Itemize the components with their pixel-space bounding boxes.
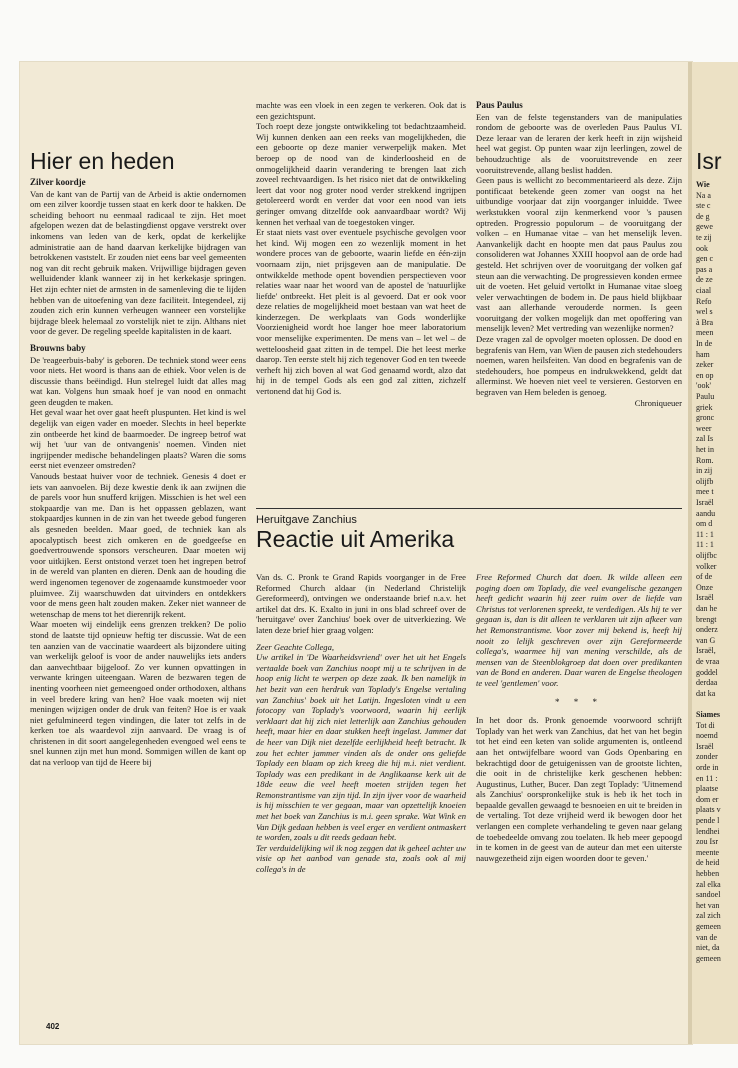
divider-rule	[256, 508, 682, 509]
adjacent-page-line: 11 : 1	[696, 529, 714, 539]
adjacent-page-line: Refo	[696, 296, 712, 306]
column-2	[256, 100, 466, 397]
letter-body-1: Uw artikel in 'De Waarheidsvriend' over het uit het Engels vertaalde boek van Zanchius noopt mij u te schrijven in de hoop enig licht te werpen op deze zaak. Ik ben namelijk in het bezit van een herdruk van Toplady's Engelse vertaling van Zanchius' boek uit het Latijn. Ingesloten vindt u een fotocopy van Toplady's voorwoord, waarin hij eerlijk verklaart dat hij zich niet letterlijk aan Zanchius gehouden heeft, maar hier en daar stukken heeft ingelast. Jammer dat de heer van Dijk niet dezelfde eerlijkheid heeft betracht. Ik zou het echter jammer vinden als de onder ons geliefde Toplady een blaam op zich kreeg die hij m.i. niet verdient. Toplady was een predikant in de Anglikaanse kerk uit de 18de eeuw die veel heeft moeten strijden tegen het Remonstrantisme van zijn tijd. In zijn ijver voor de waarheid is hij misschien te ver gegaan, maar van opzettelijk knoeien met het boek van Zanchius is m.i. geen sprake. Wat Wink en Van Dijk gedaan hebben is veel erger en verdient ontmaskert te worden, zoals u dit reeds gedaan hebt.	[256, 652, 466, 843]
adjacent-page-line: om d	[696, 519, 713, 529]
adjacent-page-line: mee t	[696, 487, 714, 497]
adjacent-page-line: gewe	[696, 222, 713, 232]
adjacent-page-line: Wie	[696, 180, 710, 189]
column-1	[30, 148, 246, 768]
page-fold	[688, 62, 692, 1044]
reactie-closing: In het door ds. Pronk genoemde voorwoord schrijft Toplady van het werk van Zanchius, dat het van het begin tot het eind een keten van solide argumenten is, ontleend aan het ontwijfelbare woord van Gods Openbaring en bekrachtigd door de getuigenissen van de grootste lichten, die ooit in de christelijke kerk geschenen hebben: Augustinus, Luther, Bucer. Dan zegt Toplady: 'Uitnemend als Zanchius' oorspronkelijke stuk is heb ik het toch in bepaalde gevallen gewaagd te besnoeien en uit te breiden in de vertaling. Tot deze vrijheid werd ik bewogen door het verlangen een complete verhandeling te geven naar gelang de toebedeelde omvang zou toelaten. Ik heb meer gepoogd in te komen in de geest van de auteur dan met een uiterste nauwgezetheid zijn eigen woorden door te geven.'	[476, 715, 682, 863]
adjacent-page-line: 11 : 1	[696, 540, 714, 550]
adjacent-page-line: ciaal	[696, 286, 712, 295]
adjacent-page-line: Onze	[696, 582, 713, 592]
adjacent-page-line: en 11 :	[696, 773, 718, 783]
adjacent-page-line: gen c	[696, 254, 714, 264]
adjacent-page-line: pende l	[696, 816, 720, 825]
adjacent-page-line: zal elka	[696, 879, 721, 889]
letter-body-3: Free Reformed Church dat doen. Ik wilde alleen een poging doen om Toplady, die veel evangelische gezangen heeft gedicht waarin hij zeer ruim over de liefde van Christus tot verlorenen spreekt, te verdedigen. Als hij te ver gegaan is, dan is dit alleen te verklaren uit zijn afkeer van het Remonstrantisme. Voor zover mij bekend is, heeft hij nooit zo lelijk geschreven over zijn Gereformeerde collega's, waarmee hij van mening verschilde, als de mensen van de Steenblokgroep dat doen over predikanten van de Bond en anderen. Daar waren de Engelse theologen te veel 'gentlemen' voor.	[476, 572, 682, 688]
adjacent-page-line: van de	[696, 932, 718, 942]
adjacent-page-line: goddel	[696, 667, 718, 677]
paragraph-brouwns-3: Vanouds bestaat huiver voor de techniek. Genesis 4 doet er iets van aanvoelen. Bij deze kwestie denk ik aan zwijnen die de parels voor hun snufferd krijgen. Misschien is het wel een stokpaardje van me. Dan is het oppassen geblazen, want stokpaardjes kunnen in de zin van het tweede gebod fungeren als gesneden beelden. Maar goed, de techniek kan als apocalyptisch beest zich omkeren en de goedgeefse en goedvertrouwende sponsors verscheuren. Daar moeten wij voor uitkijken. Eerst ontstond verzet toen het ingrepen betrof in de wereld van planten en dieren. Denk aan de houding die werd ingenomen tegenover de zogenaamde kunstmoeder voor pluimvee. Zij waarschuwden dat uitvinders en ontdekkers voor de mens geen halt zouden maken. Zeker niet wanneer de wetenschap de mens tot het dierenrijk rekent.	[30, 471, 246, 619]
adjacent-page-line: gemeen	[696, 922, 721, 931]
adjacent-page-line: de heid	[696, 858, 720, 868]
paragraph-paus-2: Geen paus is wellicht zo becommentarieerd als deze. Zijn pontificaat betekende geen zomer van oogst na het uitbundige voorjaar dat zijn voorganger inluidde. Twee werkstukken vooral zijn kenmerkend voor 's pausen optreden. Progressio populorum – de vooruitgang der volken – en Humanae vitae – van het menselijk leven. Aanvankelijk dacht en hoopte men dat paus Paulus zou consolideren wat Johannes XXIII hoopvol aan de orde had gesteld. Het schrijven over de vooruitgang der volken gaf steun aan die verwachting. De progressieven konden ermee uit de voeten. Het geluid vertolkt in Humanae vitae sloeg veler verwachtingen de bodem in. De paus hield blijkbaar vast aan allerhande verouderde normen. Is geen vooruitgang der volken mogelijk dan met opoffering van menselijk leven? Met vertreding van wezenlijke normen?	[476, 175, 682, 334]
adjacent-page-line: volker	[696, 561, 717, 571]
paragraph-paus-3: Deze vragen zal de opvolger moeten oplossen. De dood en begrafenis van Hem, van Wien de pausen zich stedehouders noemen, waren heilsfeiten. Van dood en begrafenis van de stedehouders, hoe pompeus en indrukwekkend, geldt dat allerminst. We hoeven niet veel te versieren. Gestorven en begraven van Hem beleden is genoeg.	[476, 334, 682, 398]
adjacent-page-line: olijfbc	[696, 551, 717, 560]
adjacent-page-line: in zij	[696, 466, 713, 476]
adjacent-page-line: ook	[696, 243, 708, 253]
reactie-header	[256, 514, 682, 552]
adjacent-page-line: Israël	[696, 498, 714, 507]
adjacent-page-line: derdaa	[696, 678, 718, 688]
article-title: Reactie uit Amerika	[256, 526, 455, 552]
adjacent-page-line: zou Isr	[696, 837, 718, 847]
adjacent-page-line: Paulu	[696, 392, 715, 401]
letter-body-2: Ter verduidelijking wil ik nog zeggen dat ik geheel achter uw visie op het aanbod van genade sta, zoals ook al mij collega's in de	[256, 842, 466, 875]
adjacent-page-line: zeker	[696, 360, 714, 370]
heading-zilver-koordje: Zilver koordje	[30, 177, 86, 187]
adjacent-page-title: Isr	[696, 148, 722, 174]
adjacent-page-line: zonder	[696, 752, 718, 762]
magazine-page	[20, 62, 692, 1044]
page-number: 402	[46, 1022, 60, 1031]
adjacent-page-line: griek	[696, 402, 713, 412]
adjacent-page-line: de ze	[696, 275, 713, 285]
adjacent-page-line: Israël	[696, 593, 714, 603]
article-kicker: Heruitgave Zanchius	[256, 514, 357, 526]
adjacent-page-line: Israël,	[696, 646, 716, 656]
paragraph-brouwns-1: De 'reageerbuis-baby' is geboren. De techniek stond weer eens voor niets. Het woord is thans aan de ethiek. Voor velen is de discussie thans beëindigd. Hun stelregel luidt dat alles mag wat kan. Volgens hun smaak hoef je van nood en onmacht geen deugden te maken.	[30, 354, 246, 407]
adjacent-page-line: meente	[696, 847, 720, 857]
adjacent-page-line: ste c	[696, 201, 711, 211]
adjacent-page-line: In de	[696, 339, 713, 348]
adjacent-page-line: plaats v	[696, 805, 721, 815]
paragraph-col2-1: machte was een vloek in een zegen te verkeren. Ook dat is een gezichtspunt.	[256, 100, 466, 121]
adjacent-page-line: dat ka	[696, 688, 716, 698]
adjacent-page-line: te zij	[696, 233, 712, 242]
adjacent-page-line: Siames	[696, 710, 720, 719]
adjacent-page-line: sandoel	[696, 890, 721, 900]
adjacent-page-line: Israël	[696, 741, 714, 751]
adjacent-page-line: dan he	[696, 604, 718, 613]
adjacent-page-line: plaatse	[696, 784, 719, 794]
adjacent-page-line: onderz	[696, 625, 718, 635]
paragraph-zilver-koordje: Van de kant van de Partij van de Arbeid is aktie ondernomen om een zilver koordje tussen staat en kerk door te hakken. De scheiding behoort nu eenmaal radicaal te zijn. Het moet afgelopen wezen dat de belastingdienst opgave verstrekt over inkomens van leden van de kerk, opdat de kerkelijke administratie aan de hand daarvan kerkelijke bijdragen van betrokkenen vaststelt. Er zouden niet eens bar veel gemeenten nog van dit recht gebruik maken. Vrijwillige bijdragen geven welluidender klank wanneer zij in het kerkekasje springen. Het zijn echter niet de armsten in de samenleving die te lijden hebben van de uitoefening van deze faciliteit. Integendeel, zij zouden zich erin kunnen verheugen wanneer een vorstelijke bijdrage bleek helemaal zo vorstelijk niet te zijn. Althans niet voor de gever. De regeling speelde kapitalisten in de kaart.	[30, 188, 246, 337]
adjacent-page-line: à Bra	[696, 317, 714, 327]
adjacent-page-line: zal Is	[696, 434, 714, 444]
adjacent-page-line: pas a	[696, 264, 713, 274]
paragraph-paus-1: Een van de felste tegenstanders van de manipulaties rondom de geboorte was de overleden Paus Paulus VI. Deze leraar van de leraren der kerk heeft in zijn wijsheid heel wat gegist. Op punten waar zijn leerlingen, zowel de behoudzuchtige als de vooruitstrevende en zeer vooruitstrevende, allang beslist hadden.	[476, 111, 682, 175]
adjacent-page-line: gemeen	[696, 953, 721, 963]
signature: Chroniqueuer	[634, 397, 682, 408]
paragraph-col2-3: Er staat niets vast over eventuele psychische gevolgen voor het kind. Wij mogen een zo wezenlijk moment in het wondere proces van de geboorte, waarin liefde en één-zijn voornaam zijn, niet prijsgeven aan de manipulatie. De ontwikkelde methode opent bovendien perspectieven voor relaties waar naar het woord van de apostel de 'natuurlijke liefde' ontbreekt. Het pleit is al gevoerd. Dat er ook voor deze relaties de mogelijkheid moet bestaan van wat heet de kinderzegen. De werkplaats van Gods wonderlijke Voorzienigheid wordt hoe langer hoe meer laboratorium voor menselijke experimenten. De mens van – let wel – de wetteloosheid gaat zitten in de tempel. Die het leest merke daarop. Ten eerste stelt hij zich tegenover God en ten tweede verheft hij zich boven al wat God genaamd wordt, alzo dat hij in de tempel Gods als een god zal zitten, zichzelf vertonend dat hij God is.	[256, 227, 466, 397]
adjacent-page-line: zal zich	[696, 911, 721, 921]
adjacent-page-line: orde in	[696, 763, 719, 772]
adjacent-page-line: van G	[696, 635, 716, 645]
adjacent-page-line: dom er	[696, 794, 719, 804]
adjacent-page-line: 'ook'	[696, 381, 711, 391]
column-3	[476, 100, 682, 408]
adjacent-page-line: het van	[696, 900, 720, 910]
adjacent-page-line: gronc	[696, 413, 715, 423]
adjacent-page-line: of de	[696, 572, 713, 582]
adjacent-page-line: lendhei	[696, 826, 720, 836]
adjacent-page	[688, 62, 738, 1044]
adjacent-page-line: de vraa	[696, 657, 720, 666]
adjacent-page-line: olijfb	[696, 476, 714, 486]
adjacent-page-line: brengt	[696, 614, 717, 624]
adjacent-page-line: ham	[696, 349, 710, 359]
adjacent-page-line: Na a	[696, 190, 711, 200]
adjacent-page-line: weer	[696, 423, 712, 433]
adjacent-page-line: wel s	[696, 307, 713, 317]
adjacent-page-line: aandu	[696, 508, 716, 518]
adjacent-page-line: Rom.	[696, 455, 714, 465]
section-title: Hier en heden	[30, 148, 175, 174]
adjacent-page-line: en op	[696, 370, 714, 380]
adjacent-page-line: noemd	[696, 731, 718, 741]
adjacent-page-line: meen	[696, 328, 714, 338]
adjacent-page-line: Tot di	[696, 720, 715, 730]
adjacent-page-line: hebben	[696, 869, 720, 878]
paragraph-brouwns-2: Het geval waar het over gaat heeft pluspunten. Het kind is wel degelijk van eigen vader en moeder. Slechts in heel beperkte zin ontbeerde het kind de baarmoeder. De ingreep betrof wat wij het 'uur van de ontvangenis' noemen. Vinden niet ingrijpender medische behandelingen plaats? Waren die soms eerst niet evenzeer omstreden?	[30, 407, 246, 471]
paragraph-brouwns-4: Waar moeten wij eindelijk eens grenzen trekken? De polio stond de laatste tijd opnieuw heftig ter discussie. Wat de een ten aanzien van de vaccinatie waardeert als bijzondere uiting van werkelijk geloof is voor de ander nauwelijks iets anders dan aanvechtbaar bijgeloof. Zo ver kunnen opvattingen in verwante kringen uiteengaan. Waren de bezwaren tegen de inenting voorheen niet gemeengoed onder orthodoxen, althans in veel bredere kring van hen? Hoe vaak moeten wij niet meningen wijzigen onder de druk van feiten? Hoe is er vaak niet gefulmineerd tegen vindingen, die later tot zelfs in de kerken toe als waardevol zijn aanvaard. De vraag is of christenen in dit soort aangelegenheden evengoed wel eens te snel kunnen zijn met hun mond. Sommigen willen de kant op dat na verloop van tijd de Heere bij	[30, 619, 246, 768]
reactie-column-2	[476, 572, 682, 863]
reactie-column-1	[256, 572, 466, 875]
heading-paus-paulus: Paus Paulus	[476, 100, 523, 110]
adjacent-page-line: niet, da	[696, 943, 720, 953]
paragraph-col2-2: Toch roept deze jongste ontwikkeling tot bedachtzaamheid. Wij kunnen denken aan een reeks van mogelijkheden, die een geboorte op deze manier verwerpelijk maken. Met beroep op de nood van de kinderloosheid en de onmogelijkheid daarin verandering te brengen laat zich zoveel rechtvaardigen. Is het risico niet dat de ontwikkeling leert dat voor nog groter nood verder strekkend ingrijpen getolereerd wordt en verder dat voor een nood van iets geringer omvang ditzelfde ook aanvaardbaar wordt? Wij kennen het verhaal van de toegestoken vinger.	[256, 121, 466, 227]
heading-brouwns-baby: Brouwns baby	[30, 342, 86, 353]
letter-salutation: Zeer Geachte Collega,	[256, 641, 335, 652]
adjacent-page-line: de g	[696, 211, 710, 221]
section-break: * * *	[555, 696, 603, 707]
adjacent-page-line: het in	[696, 445, 714, 454]
reactie-intro: Van ds. C. Pronk te Grand Rapids voorganger in de Free Reformed Church aldaar (in Nederland Christelijk Gereformeerd), ontvingen we onderstaande brief n.a.v. het artikel dat drs. K. Exalto in juni in ons blad schreef over de 'heruitgave' over Zanchius' boek over de uitverkiezing. We laten deze brief hier graag volgen:	[256, 572, 466, 635]
